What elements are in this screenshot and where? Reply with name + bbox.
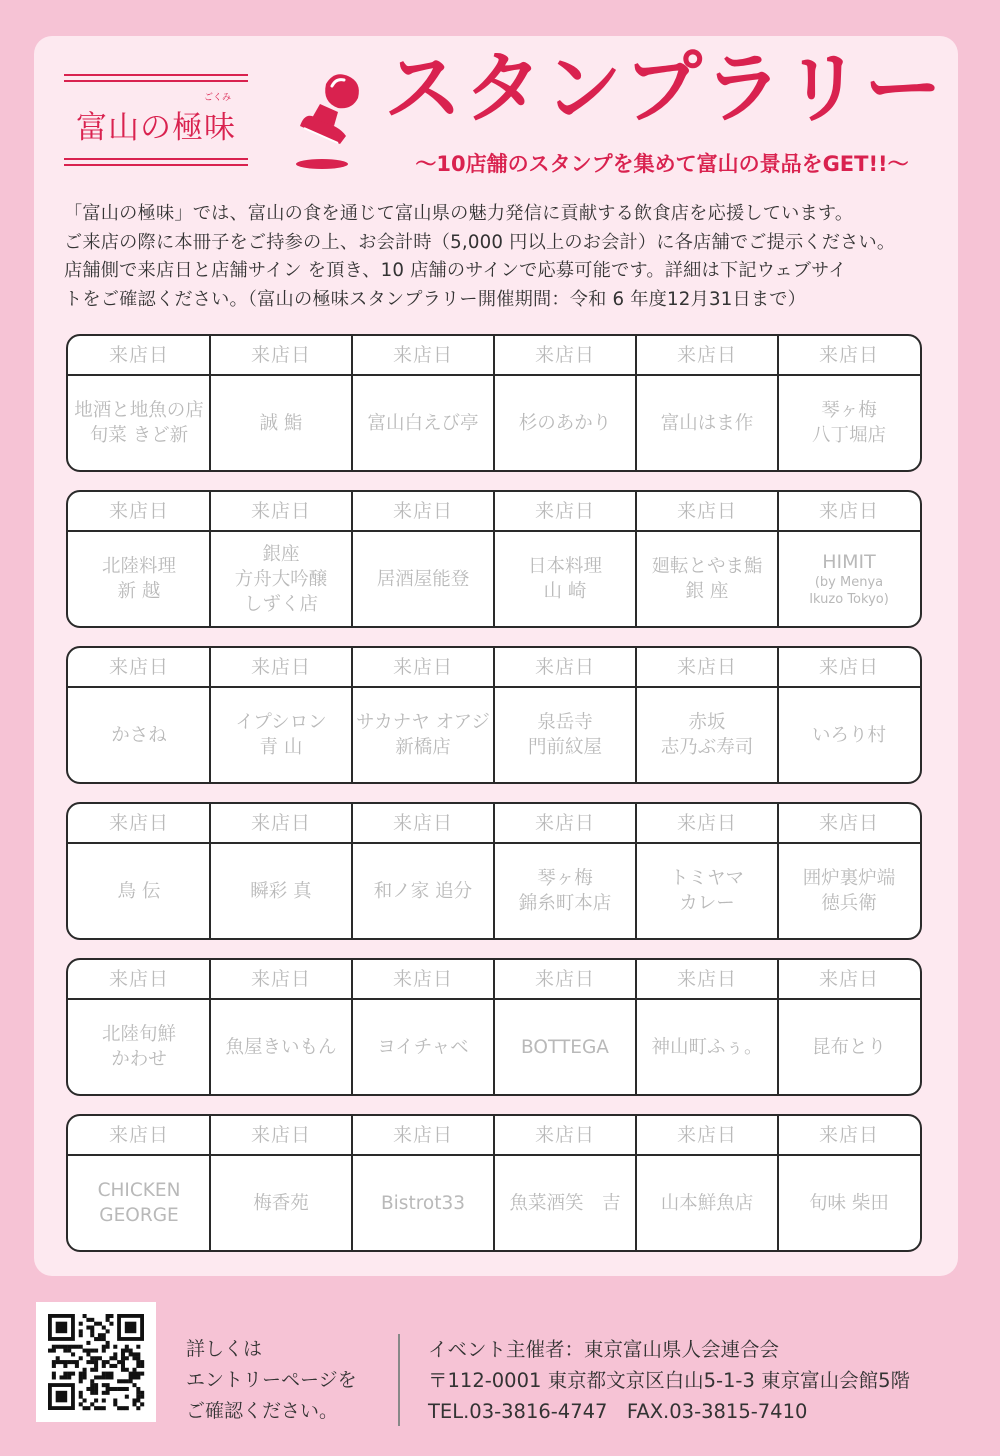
stamp-cell[interactable] xyxy=(352,648,494,782)
stamp-block xyxy=(66,802,922,940)
stamp-cell[interactable] xyxy=(778,648,920,782)
stamp-cell[interactable] xyxy=(210,960,352,1094)
shop-name: 北陸旬鮮 かわせ xyxy=(101,1024,176,1070)
visit-date-label: 来店日 xyxy=(676,344,737,366)
visit-date-label: 来店日 xyxy=(818,500,879,522)
stamp-block xyxy=(66,490,922,628)
shop-name: いろり村 xyxy=(811,724,886,746)
visit-date-label: 来店日 xyxy=(392,812,453,834)
stamp-cell[interactable] xyxy=(352,960,494,1094)
shop-name: 富山はま作 xyxy=(660,412,754,434)
stamp-cell[interactable] xyxy=(778,960,920,1094)
visit-date-label: 来店日 xyxy=(392,1124,453,1146)
intro-text xyxy=(64,200,944,314)
shop-name: 瞬彩 真 xyxy=(250,880,312,902)
shop-name: ヨイチャベ xyxy=(377,1036,469,1058)
page-title: スタンプラリー xyxy=(384,44,945,134)
stamp-cell[interactable] xyxy=(636,960,778,1094)
shop-name: 日本料理 山 崎 xyxy=(527,556,602,602)
brand-title: 富山の極味 xyxy=(76,110,236,146)
visit-date-label: 来店日 xyxy=(534,1124,595,1146)
visit-date-label: 来店日 xyxy=(818,968,879,990)
visit-date-label: 来店日 xyxy=(818,812,879,834)
brand-ruby: ごくみ xyxy=(204,93,232,103)
visit-date-label: 来店日 xyxy=(818,344,879,366)
shop-name: BOTTEGA xyxy=(521,1036,609,1058)
shop-name: 山本鮮魚店 xyxy=(660,1192,754,1214)
visit-date-label: 来店日 xyxy=(818,656,879,678)
shop-name: 琴ヶ梅 八丁堀店 xyxy=(811,400,886,446)
stamp-cell[interactable] xyxy=(352,492,494,626)
shop-name: 廻転とやま鮨 銀 座 xyxy=(651,556,763,602)
stamp-cell[interactable] xyxy=(778,336,920,470)
organizer-name: イベント主催者：東京富山県人会連合会 xyxy=(428,1338,780,1361)
stamp-cell[interactable] xyxy=(352,336,494,470)
visit-date-label: 来店日 xyxy=(392,344,453,366)
page-subtitle: 〜10店舗のスタンプを集めて富山の景品をGET!!〜 xyxy=(415,152,909,176)
intro-line: 「富山の極味」では、富山の食を通じて富山県の魅力発信に貢献する飲食店を応援しています。 xyxy=(64,203,854,224)
shop-name: 居酒屋能登 xyxy=(376,568,470,590)
shop-name: 誠 鮨 xyxy=(259,412,303,434)
visit-date-label: 来店日 xyxy=(392,968,453,990)
stamp-icon xyxy=(282,64,382,174)
stamp-cell[interactable] xyxy=(68,336,210,470)
visit-date-label: 来店日 xyxy=(534,344,595,366)
stamp-block xyxy=(66,646,922,784)
shop-name: 北陸料理 新 越 xyxy=(101,556,176,602)
visit-date-label: 来店日 xyxy=(108,500,169,522)
stamp-block xyxy=(66,334,922,472)
visit-date-label: 来店日 xyxy=(108,968,169,990)
shop-name: イプシロン 青 山 xyxy=(235,712,327,758)
visit-date-label: 来店日 xyxy=(818,1124,879,1146)
stamp-cell[interactable] xyxy=(210,336,352,470)
visit-date-label: 来店日 xyxy=(534,812,595,834)
visit-date-label: 来店日 xyxy=(108,344,169,366)
stamp-cell[interactable] xyxy=(352,1116,494,1250)
shop-name: 泉岳寺 門前紋屋 xyxy=(527,712,602,758)
visit-date-label: 来店日 xyxy=(250,344,311,366)
stamp-cell[interactable] xyxy=(636,1116,778,1250)
visit-date-label: 来店日 xyxy=(250,656,311,678)
visit-date-label: 来店日 xyxy=(676,500,737,522)
stamp-block xyxy=(66,1114,922,1252)
visit-date-label: 来店日 xyxy=(250,500,311,522)
shop-name xyxy=(778,532,920,626)
stamp-cell[interactable] xyxy=(636,648,778,782)
details-line: エントリーページを xyxy=(186,1369,357,1391)
shop-name: 地酒と地魚の店 旬菜 きど新 xyxy=(74,400,204,446)
intro-line: ご来店の際に本冊子をご持参の上、お会計時（5,000 円以上のお会計）に各店舗でご提示ください。 xyxy=(64,231,896,253)
shop-name: サカナヤ オアジ 新橋店 xyxy=(356,712,490,758)
visit-date-label: 来店日 xyxy=(108,656,169,678)
stamp-cell[interactable] xyxy=(68,960,210,1094)
details-line: ご確認ください。 xyxy=(186,1400,339,1422)
visit-date-label: 来店日 xyxy=(108,1124,169,1146)
visit-date-label: 来店日 xyxy=(676,656,737,678)
shop-name: 赤坂 志乃ぶ寿司 xyxy=(660,712,754,758)
shop-name: 神山町ふぅ。 xyxy=(651,1036,763,1058)
shop-name: かさね xyxy=(111,724,167,746)
details-note xyxy=(186,1334,357,1427)
visit-date-label: 来店日 xyxy=(534,968,595,990)
shop-name: 昆布とり xyxy=(811,1036,886,1058)
organizer-contact: TEL.03-3816-4747 FAX.03-3815-7410 xyxy=(428,1400,808,1423)
visit-date-label: 来店日 xyxy=(108,812,169,834)
details-line: 詳しくは xyxy=(186,1338,263,1360)
shop-name: 囲炉裏炉端 徳兵衛 xyxy=(802,868,896,914)
visit-date-label: 来店日 xyxy=(676,968,737,990)
stamp-cell[interactable] xyxy=(778,492,920,626)
shop-name: 銀座 方舟大吟醸 しずく店 xyxy=(234,543,328,615)
shop-name-sub: (by Menya Ikuzo Tokyo) xyxy=(809,575,889,607)
shop-name: 琴ヶ梅 錦糸町本店 xyxy=(518,868,612,914)
shop-name: CHICKEN GEORGE xyxy=(97,1180,181,1226)
brand-logo xyxy=(64,74,248,170)
intro-line: 店舗側で来店日と店舗サイン を頂き、10 店舗のサインで応募可能です。詳細は下記ウェブサイ xyxy=(64,260,847,281)
shop-name: トミヤマ カレー xyxy=(669,868,744,914)
stamp-cell[interactable] xyxy=(494,804,636,938)
stamp-cell[interactable] xyxy=(210,1116,352,1250)
visit-date-label: 来店日 xyxy=(392,656,453,678)
visit-date-label: 来店日 xyxy=(250,1124,311,1146)
stamp-cell[interactable] xyxy=(636,336,778,470)
shop-name: 富山白えび亭 xyxy=(367,412,479,434)
stamp-block xyxy=(66,958,922,1096)
stamp-cell[interactable] xyxy=(494,492,636,626)
organizer-address: 〒112-0001 東京都文京区白山5-1-3 東京富山会館5階 xyxy=(428,1369,910,1392)
stamp-cell[interactable] xyxy=(636,492,778,626)
visit-date-label: 来店日 xyxy=(250,968,311,990)
shop-name: 鳥 伝 xyxy=(117,880,161,902)
shop-name: 旬味 柴田 xyxy=(809,1192,889,1214)
shop-name: 梅香苑 xyxy=(253,1192,309,1214)
shop-name: 和ノ家 追分 xyxy=(373,880,473,902)
stamp-cell[interactable] xyxy=(778,804,920,938)
shop-name-main: HIMIT xyxy=(822,551,876,573)
visit-date-label: 来店日 xyxy=(534,656,595,678)
visit-date-label: 来店日 xyxy=(676,812,737,834)
stamp-cell[interactable] xyxy=(778,1116,920,1250)
stamp-cell[interactable] xyxy=(352,804,494,938)
visit-date-label: 来店日 xyxy=(534,500,595,522)
shop-name: 魚屋きいもん xyxy=(225,1036,337,1058)
stamp-cell[interactable] xyxy=(68,648,210,782)
stamp-cell[interactable] xyxy=(636,804,778,938)
stamp-cell[interactable] xyxy=(494,960,636,1094)
stamp-cell[interactable] xyxy=(494,648,636,782)
organizer-info xyxy=(428,1334,910,1427)
stamp-cell[interactable] xyxy=(210,648,352,782)
stamp-cell[interactable] xyxy=(210,492,352,626)
stamp-cell[interactable] xyxy=(68,492,210,626)
stamp-cell[interactable] xyxy=(210,804,352,938)
stamp-cell[interactable] xyxy=(68,804,210,938)
stamp-cell[interactable] xyxy=(494,336,636,470)
visit-date-label: 来店日 xyxy=(250,812,311,834)
intro-line: トをご確認ください。（富山の極味スタンプラリー開催期間：令和 6 年度12月31日まで） xyxy=(64,288,807,310)
shop-name: 魚菜酒笑 吉 xyxy=(509,1192,621,1214)
visit-date-label: 来店日 xyxy=(676,1124,737,1146)
visit-date-label: 来店日 xyxy=(392,500,453,522)
stamp-cell[interactable] xyxy=(68,1116,210,1250)
qr-code[interactable] xyxy=(36,1302,156,1422)
footer-divider xyxy=(398,1334,400,1426)
shop-name: 杉のあかり xyxy=(518,412,612,434)
stamp-cell[interactable] xyxy=(494,1116,636,1250)
shop-name: Bistrot33 xyxy=(380,1192,466,1214)
